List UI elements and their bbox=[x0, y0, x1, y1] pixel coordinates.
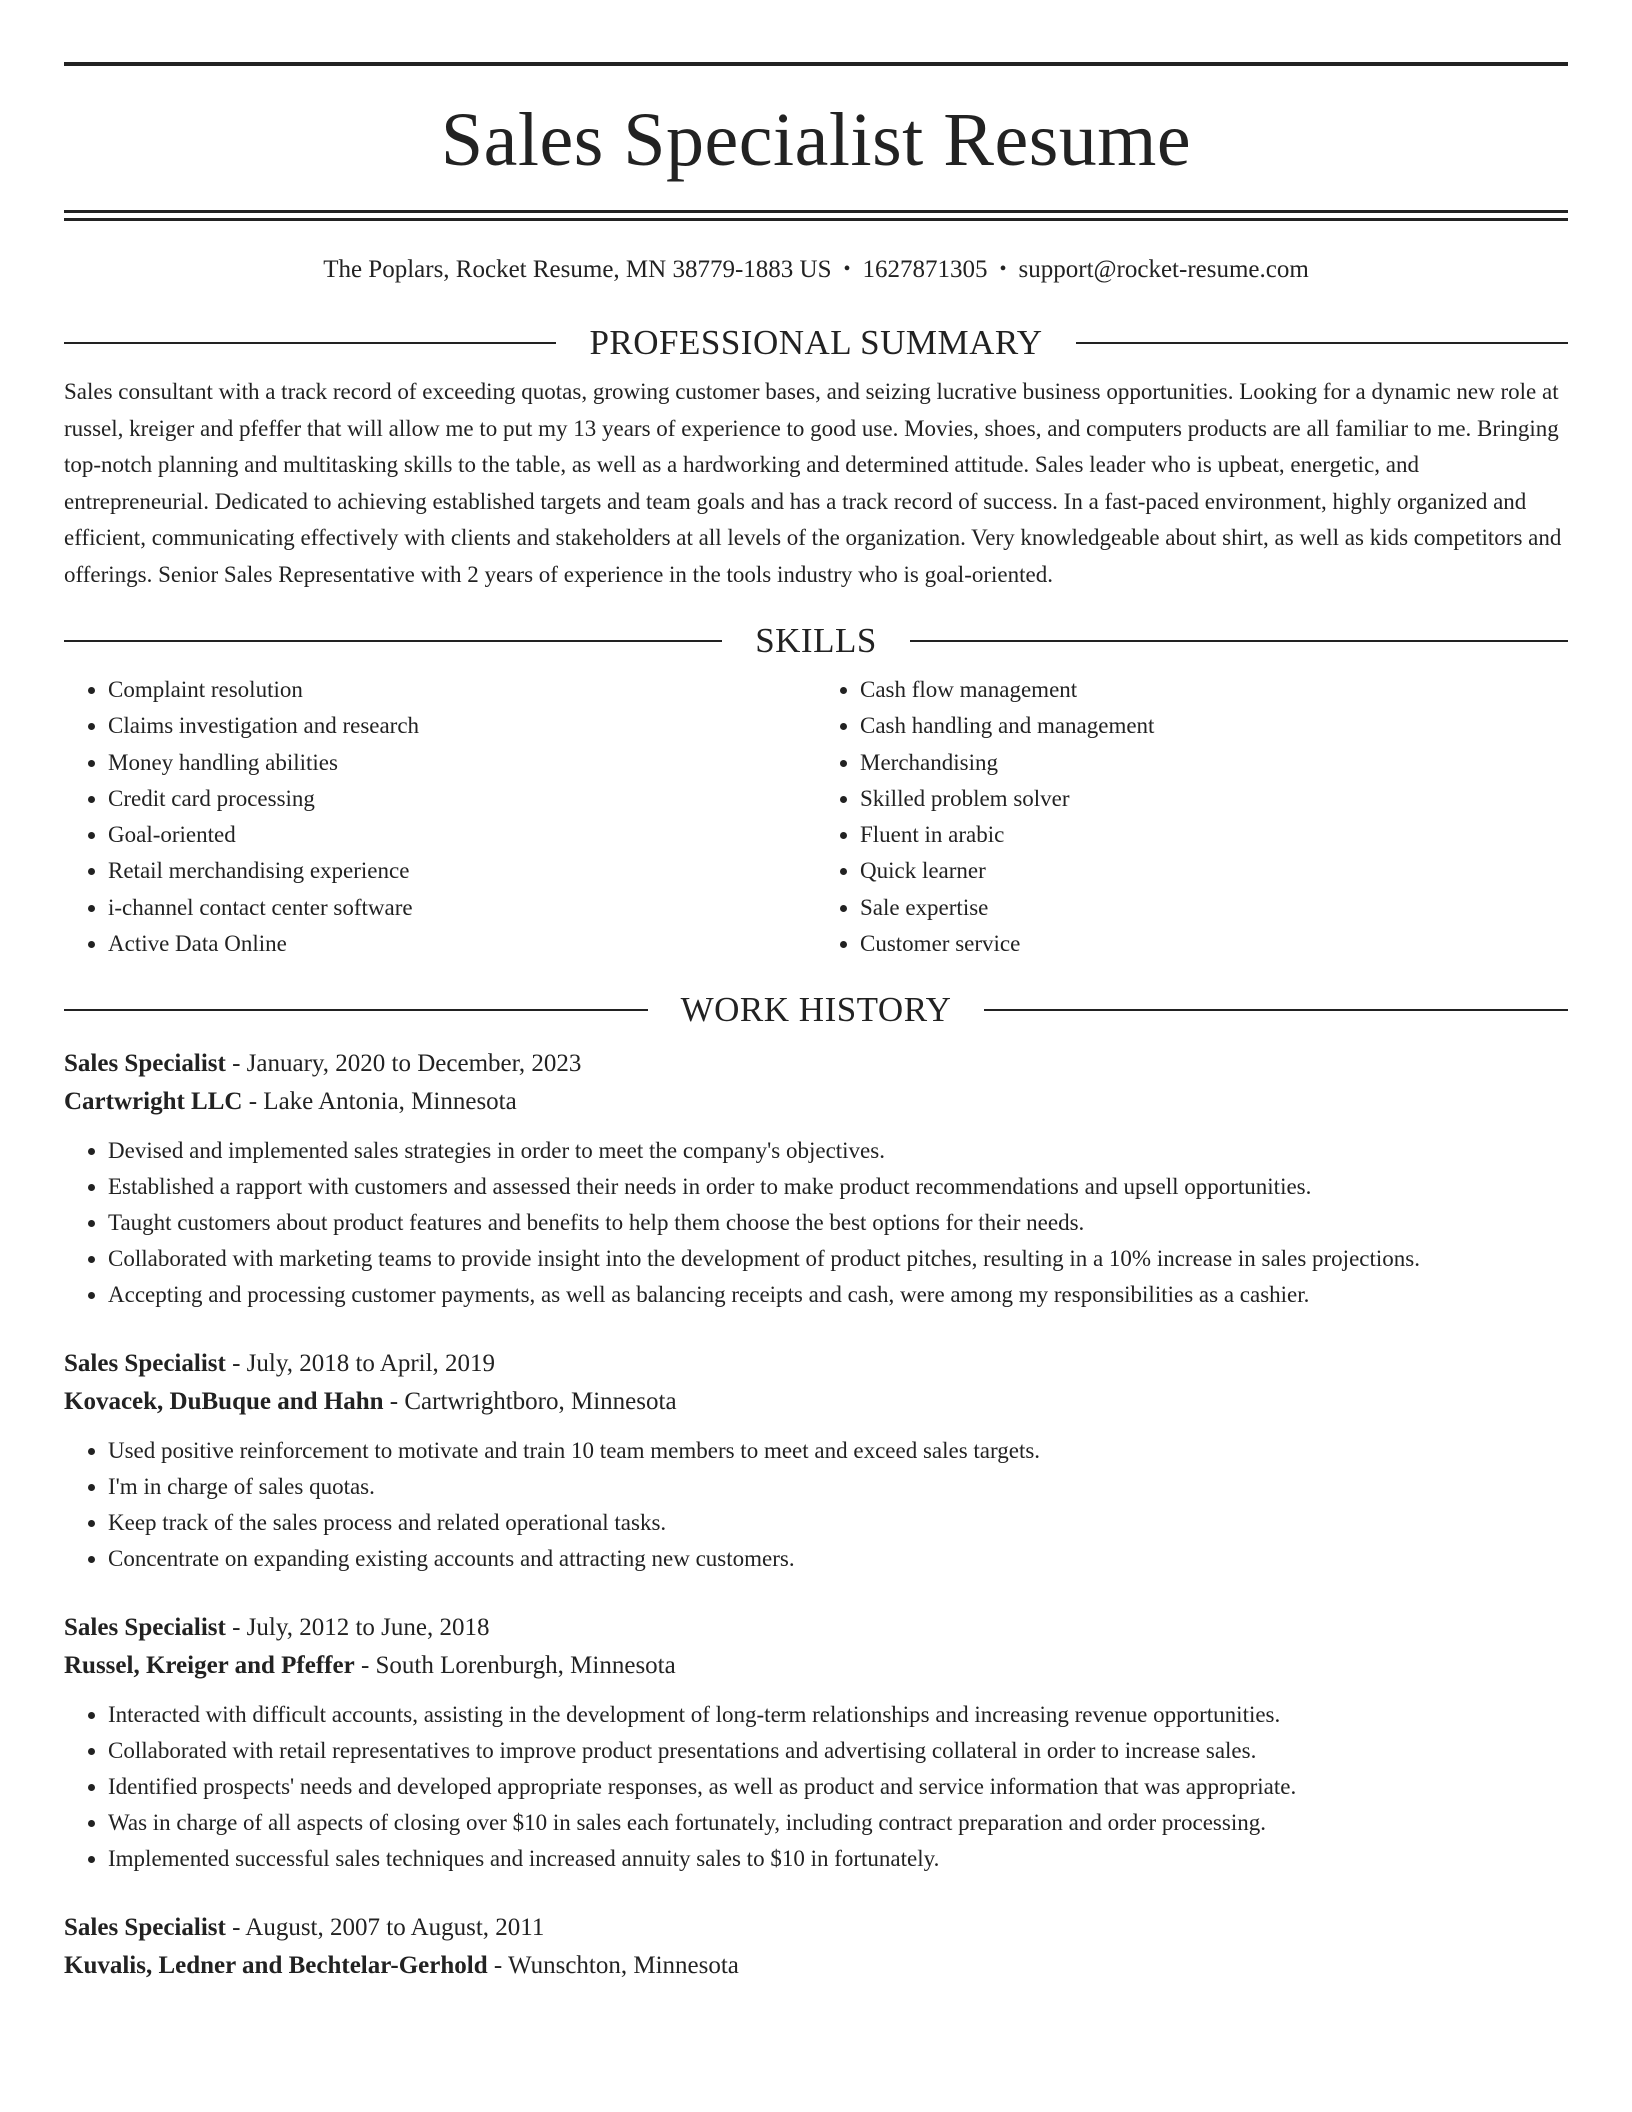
job-bullets bbox=[64, 1697, 1568, 1877]
job-bullet: • Established a rapport with customers and assessed their needs in order to make product recommendations and upsell opportunities. bbox=[108, 1169, 1568, 1205]
summary-section-header bbox=[64, 325, 1568, 360]
skill-item: • Cash handling and management bbox=[860, 708, 1568, 744]
job-title: Sales Specialist bbox=[64, 1050, 226, 1078]
skill-item: • Credit card processing bbox=[108, 781, 816, 817]
skills-column-left bbox=[64, 672, 816, 962]
job-bullet: • I'm in charge of sales quotas. bbox=[108, 1469, 1568, 1505]
summary-heading: PROFESSIONAL SUMMARY bbox=[589, 323, 1043, 362]
section-rule bbox=[910, 640, 1568, 642]
contact-email[interactable]: support@rocket-resume.com bbox=[1018, 256, 1309, 283]
job-location: - Cartwrightboro, Minnesota bbox=[383, 1388, 677, 1416]
skills-heading: SKILLS bbox=[755, 621, 877, 660]
job-bullet: • Was in charge of all aspects of closing over $10 in sales each fortunately, including contract preparation and order processing. bbox=[108, 1805, 1568, 1841]
skill-item: • Fluent in arabic bbox=[860, 817, 1568, 853]
job-bullets bbox=[64, 1433, 1568, 1577]
job-entry bbox=[64, 1909, 1568, 1985]
skill-item: • Customer service bbox=[860, 926, 1568, 962]
section-rule bbox=[64, 342, 556, 344]
skill-item: • Complaint resolution bbox=[108, 672, 816, 708]
contact-separator: • bbox=[843, 258, 851, 280]
skill-item: • i-channel contact center software bbox=[108, 890, 816, 926]
skill-item: • Quick learner bbox=[860, 853, 1568, 889]
job-company: Kovacek, DuBuque and Hahn bbox=[64, 1388, 384, 1416]
job-dates: - August, 2007 to August, 2011 bbox=[225, 1914, 545, 1942]
job-bullet: • Concentrate on expanding existing accounts and attracting new customers. bbox=[108, 1541, 1568, 1577]
section-rule bbox=[64, 1009, 648, 1011]
job-bullet: • Used positive reinforcement to motivate and train 10 team members to meet and exceed sales targets. bbox=[108, 1433, 1568, 1469]
job-location: - Lake Antonia, Minnesota bbox=[242, 1088, 517, 1116]
top-rule bbox=[64, 62, 1568, 66]
job-bullet: • Collaborated with marketing teams to provide insight into the development of product pitches, resulting in a 10% increase in sales projections. bbox=[108, 1241, 1568, 1277]
job-company-line bbox=[64, 1947, 1568, 1985]
skills-list bbox=[64, 672, 1568, 962]
skill-item: • Merchandising bbox=[860, 745, 1568, 781]
job-location: - South Lorenburgh, Minnesota bbox=[354, 1652, 676, 1680]
section-rule bbox=[64, 640, 722, 642]
section-rule bbox=[984, 1009, 1568, 1011]
work-heading: WORK HISTORY bbox=[680, 990, 952, 1030]
job-bullet: • Collaborated with retail representatives to improve product presentations and advertising collateral in order to increase sales. bbox=[108, 1733, 1568, 1769]
job-dates: - July, 2018 to April, 2019 bbox=[225, 1350, 496, 1378]
job-title-line bbox=[64, 1609, 1568, 1647]
job-bullet: • Taught customers about product features and benefits to help them choose the best options for their needs. bbox=[108, 1205, 1568, 1241]
job-entry bbox=[64, 1045, 1568, 1313]
skill-item: • Money handling abilities bbox=[108, 745, 816, 781]
job-entry bbox=[64, 1345, 1568, 1577]
contact-address: The Poplars, Rocket Resume, MN 38779-1883 US bbox=[323, 256, 832, 283]
title-double-rule bbox=[64, 210, 1568, 221]
job-bullet: • Keep track of the sales process and related operational tasks. bbox=[108, 1505, 1568, 1541]
job-entry bbox=[64, 1609, 1568, 1877]
job-bullet: • Accepting and processing customer payments, as well as balancing receipts and cash, were among my responsibilities as a cashier. bbox=[108, 1277, 1568, 1313]
job-title: Sales Specialist bbox=[64, 1614, 226, 1642]
job-company: Kuvalis, Ledner and Bechtelar-Gerhold bbox=[64, 1952, 488, 1980]
job-dates: - July, 2012 to June, 2018 bbox=[225, 1614, 490, 1642]
section-rule bbox=[1076, 342, 1568, 344]
job-dates: - January, 2020 to December, 2023 bbox=[225, 1050, 582, 1078]
job-bullet: • Implemented successful sales techniques and increased annuity sales to $10 in fortunately. bbox=[108, 1841, 1568, 1877]
skills-section-header bbox=[64, 623, 1568, 658]
skills-column-right bbox=[816, 672, 1568, 962]
job-bullets bbox=[64, 1133, 1568, 1313]
job-bullet: • Identified prospects' needs and developed appropriate responses, as well as product and service information that was appropriate. bbox=[108, 1769, 1568, 1805]
work-section-header bbox=[64, 990, 1568, 1030]
contact-line bbox=[64, 255, 1568, 285]
job-company: Cartwright LLC bbox=[64, 1088, 243, 1116]
skill-item: • Sale expertise bbox=[860, 890, 1568, 926]
skill-item: • Skilled problem solver bbox=[860, 781, 1568, 817]
job-title: Sales Specialist bbox=[64, 1350, 226, 1378]
job-bullet: • Interacted with difficult accounts, assisting in the development of long-term relationships and increasing revenue opportunities. bbox=[108, 1697, 1568, 1733]
page-title: Sales Specialist Resume bbox=[440, 98, 1192, 182]
skill-item: • Active Data Online bbox=[108, 926, 816, 962]
skill-item: • Retail merchandising experience bbox=[108, 853, 816, 889]
job-company-line bbox=[64, 1083, 1568, 1121]
skill-item: • Cash flow management bbox=[860, 672, 1568, 708]
job-company-line bbox=[64, 1383, 1568, 1421]
summary-text: Sales consultant with a track record of exceeding quotas, growing customer bases, and seizing lucrative business opportunities. Looking for a dynamic new role at russel, kreiger and pfeffer that will allow me to put my 13 years of experience to good use. Movies, shoes, and computers products are all familiar to me. Bringing top-notch planning and multitasking skills to the table, as well as a hardworking and determined attitude. Sales leader who is upbeat, energetic, and entrepreneurial. Dedicated to achieving established targets and team goals and has a track record of success. In a fast-paced environment, highly organized and efficient, communicating effectively with clients and stakeholders at all levels of the organization. Very knowledgeable about shirt, as well as kids competitors and offerings. Senior Sales Representative with 2 years of experience in the tools industry who is goal-oriented. bbox=[64, 379, 1562, 587]
job-bullet: • Devised and implemented sales strategies in order to meet the company's objectives. bbox=[108, 1133, 1568, 1169]
job-company-line bbox=[64, 1647, 1568, 1685]
skill-item: • Goal-oriented bbox=[108, 817, 816, 853]
work-history-list bbox=[64, 1045, 1568, 1985]
job-title: Sales Specialist bbox=[64, 1914, 226, 1942]
skill-item: • Claims investigation and research bbox=[108, 708, 816, 744]
job-title-line bbox=[64, 1345, 1568, 1383]
job-company: Russel, Kreiger and Pfeffer bbox=[64, 1652, 355, 1680]
job-location: - Wunschton, Minnesota bbox=[487, 1952, 739, 1980]
contact-phone: 1627871305 bbox=[862, 256, 988, 283]
job-title-line bbox=[64, 1045, 1568, 1083]
job-title-line bbox=[64, 1909, 1568, 1947]
contact-separator: • bbox=[999, 258, 1007, 280]
